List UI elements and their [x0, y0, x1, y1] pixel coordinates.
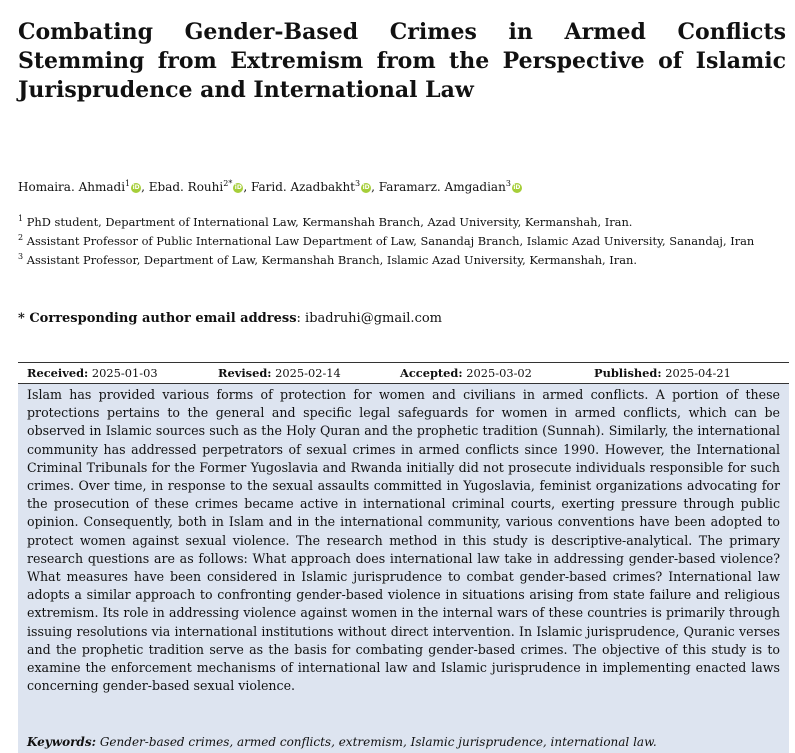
- corresponding-email[interactable]: ibadruhi@gmail.com: [305, 311, 442, 326]
- affiliation-text: Assistant Professor, Department of Law, Kermanshah Branch, Islamic Azad University, Kermanshah, Iran.: [26, 252, 637, 267]
- affiliation-number: 2: [18, 232, 24, 242]
- keywords: [27, 734, 657, 750]
- affiliation-text: Assistant Professor of Public International Law Department of Law, Sanandaj Branch, Islamic Azad University, Sanandaj, Iran: [26, 233, 755, 248]
- author-affiliation-mark: 3: [505, 179, 511, 188]
- author-affiliation-mark: 2*: [223, 179, 233, 188]
- affiliation-item: [18, 211, 754, 230]
- author-affiliation-mark: 3: [355, 179, 361, 188]
- received-date: Received: 2025-01-03: [27, 366, 158, 380]
- affiliation-number: 3: [18, 251, 24, 261]
- affiliation-text: PhD student, Department of International Law, Kermanshah Branch, Azad University, Kermanshah, Iran.: [26, 214, 633, 229]
- corresponding-author: * Corresponding author email address: ibadruhi@gmail.com: [18, 311, 442, 326]
- abstract-text: Islam has provided various forms of protection for women and civilians in armed conflicts. A portion of these protections pertains to the general and specific legal safeguards for women in armed conflicts, which can be observed in Islamic sources such as the Holy Quran and the prophetic tradition (Sunnah). Similarly, the international community has addressed perpetrators of sexual crimes in armed conflicts since 1990. However, the International Criminal Tribunals for the Former Yugoslavia and Rwanda initially did not prosecute individuals responsible for such crimes. Over time, in response to the sexual assaults committed in Yugoslavia, feminist organizations advocating for the prosecution of these crimes became active in international criminal courts, exerting pressure through public opinion. Consequently, both in Islam and in the international community, various conventions have been adopted to protect women against sexual violence. The research method in this study is descriptive-analytical. The primary research questions are as follows: What approach does international law take in addressing gender-based violence? What measures have been considered in Islamic jurisprudence to combat gender-based crimes? International law adopts a similar approach to confronting gender-based violence in situations arising from state failure and religious extremism. Its role in addressing violence against women in the internal wars of these countries is primarily through issuing resolutions via international institutions without direct intervention. In Islamic jurisprudence, Quranic verses and the prophetic tradition serve as the basis for combating gender-based crimes. The objective of this study is to examine the enforcement mechanisms of international law and Islamic jurisprudence in implementing enacted laws concerning gender-based sexual violence.: [27, 387, 780, 694]
- orcid-icon[interactable]: iD: [362, 183, 370, 191]
- affiliation-number: 1: [18, 214, 24, 223]
- orcid-icon[interactable]: iD: [513, 183, 521, 191]
- author-affiliation-mark: 1: [125, 179, 131, 188]
- revised-date: Revised: 2025-02-14: [218, 366, 341, 380]
- published-date: Published: 2025-04-21: [594, 366, 731, 380]
- affiliation-list: [18, 211, 754, 267]
- abstract-box: [18, 384, 789, 753]
- author-list: Homaira. Ahmadi$^1$ iD, Ebad. Rouhi$^{2*}$ iD, Farid. Azadbakht$^3$ iD, Faramarz. Amgadian$^3$ iD: [18, 179, 521, 194]
- dates-bar: [18, 362, 789, 385]
- author-name: Faramarz. Amgadian: [378, 180, 506, 194]
- affiliation-item: [18, 249, 754, 268]
- accepted-date: Accepted: 2025-03-02: [400, 366, 532, 380]
- keywords-label: Keywords:: [27, 735, 97, 749]
- paper-title: Combating Gender-Based Crimes in Armed Conflicts Stemming from Extremism from the Perspective of Islamic Jurisprudence and International Law: [18, 19, 786, 103]
- author-name: Ebad. Rouhi: [148, 180, 224, 194]
- author-name: Farid. Azadbakht: [250, 180, 356, 194]
- keywords-text: Gender-based crimes, armed conflicts, extremism, Islamic jurisprudence, international law.: [99, 735, 657, 749]
- affiliation-item: [18, 230, 754, 249]
- author-name: Homaira. Ahmadi: [18, 180, 126, 194]
- orcid-icon[interactable]: iD: [132, 183, 140, 191]
- orcid-icon[interactable]: iD: [234, 183, 242, 191]
- corresponding-label: * Corresponding author email address: [18, 311, 297, 326]
